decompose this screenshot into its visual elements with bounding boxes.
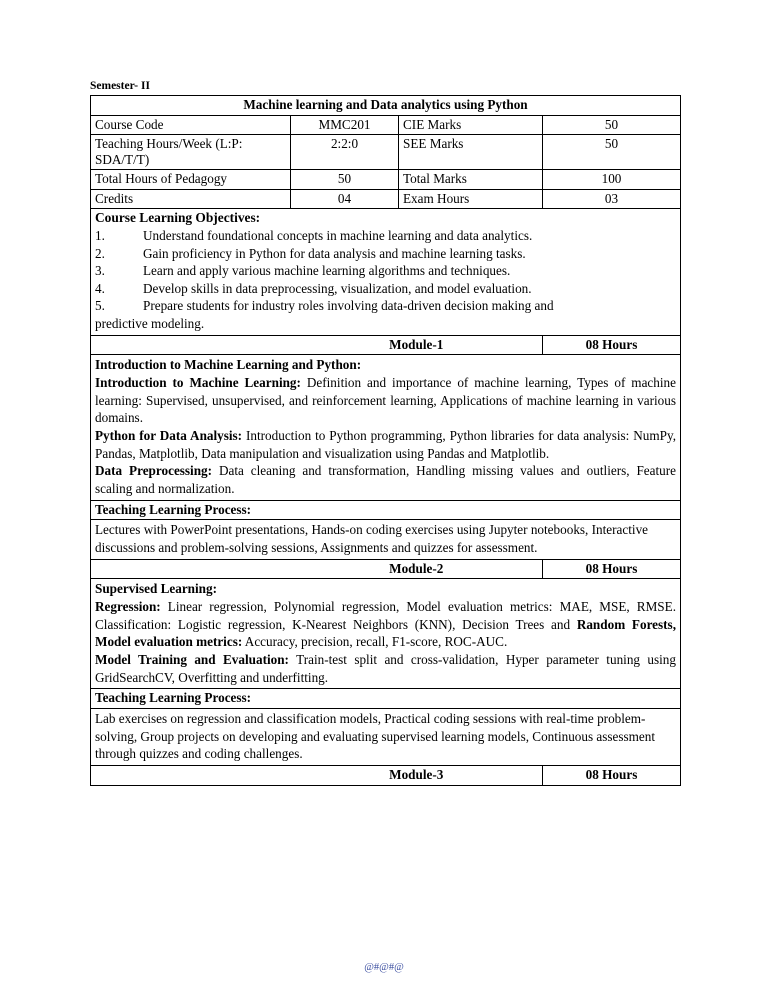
table-row: [91, 170, 681, 190]
exam-hours-label: Exam Hours: [399, 189, 543, 209]
module-2-name: Module-2: [291, 559, 543, 579]
module-header-row: [91, 335, 681, 355]
module-spacer: [91, 765, 291, 785]
total-hours-label: Total Hours of Pedagogy: [91, 170, 291, 190]
course-code-value: MMC201: [291, 115, 399, 135]
teaching-hours-label: Teaching Hours/Week (L:P: SDA/T/T): [91, 135, 291, 170]
module-1-tlp-text: [91, 520, 681, 559]
see-marks-label: SEE Marks: [399, 135, 543, 170]
module-1-content: [91, 355, 681, 501]
list-item: [95, 245, 676, 263]
module-spacer: [91, 559, 291, 579]
tlp-header-row: [91, 689, 681, 709]
objective-text: Gain proficiency in Python for data analysis and machine learning tasks.: [143, 245, 526, 261]
page-footer: @#@#@: [364, 962, 404, 973]
module-content-row: [91, 579, 681, 689]
cie-marks-label: CIE Marks: [399, 115, 543, 135]
table-row: [91, 135, 681, 170]
module-1-hours: 08 Hours: [543, 335, 681, 355]
credits-label: Credits: [91, 189, 291, 209]
course-code-label: Course Code: [91, 115, 291, 135]
credits-value: 04: [291, 189, 399, 209]
objective-number: 2.: [95, 245, 105, 261]
paragraph: [95, 427, 676, 462]
total-hours-value: 50: [291, 170, 399, 190]
module-header-row: [91, 765, 681, 785]
semester-label: Semester- II: [90, 80, 150, 92]
module-1-name: Module-1: [291, 335, 543, 355]
objective-text: Learn and apply various machine learning algorithms and techniques.: [143, 263, 511, 279]
paragraph: [95, 374, 676, 427]
paragraph-lead: Introduction to Machine Learning:: [95, 374, 301, 390]
tlp-header-row: [91, 500, 681, 520]
paragraph-lead-2: Random Forests, Model evaluation metrics:: [95, 616, 676, 650]
module-spacer: [91, 335, 291, 355]
module-2-content: [91, 579, 681, 689]
paragraph: [95, 651, 676, 686]
cie-marks-value: 50: [543, 115, 681, 135]
module-2-hours: 08 Hours: [543, 559, 681, 579]
objective-text: Develop skills in data preprocessing, visualization, and model evaluation.: [143, 280, 532, 296]
tlp-content-row: [91, 520, 681, 559]
syllabus-table: [90, 95, 681, 786]
exam-hours-value: 03: [543, 189, 681, 209]
paragraph: [95, 598, 676, 651]
objective-continuation: predictive modeling.: [95, 316, 205, 332]
paragraph-text: Train-test split and cross-validation, Hyper parameter tuning using GridSearchCV, Overfitting and underfitting.: [95, 651, 676, 685]
module-1-title: Introduction to Machine Learning and Python:: [95, 357, 362, 373]
paragraph-text: Data cleaning and transformation, Handling missing values and outliers, Feature scaling and normalization.: [95, 463, 676, 496]
paragraph-text: Definition and importance of machine learning, Types of machine learning: Supervised, unsupervised, and reinforcement learning, Applications of machine learning in various domains.: [95, 374, 676, 426]
course-title-row: [91, 96, 681, 116]
syllabus-sheet: [90, 80, 680, 786]
tlp-content-row: [91, 708, 681, 765]
list-item: [95, 280, 676, 298]
module-2-title: Supervised Learning:: [95, 581, 217, 597]
module-3-name: Module-3: [291, 765, 543, 785]
paragraph-lead: Data Preprocessing:: [95, 463, 213, 479]
module-1-tlp-heading: Teaching Learning Process:: [91, 500, 681, 520]
module-3-hours: 08 Hours: [543, 765, 681, 785]
list-item: [95, 227, 676, 245]
module-header-row: [91, 559, 681, 579]
paragraph-text: Lectures with PowerPoint presentations, Hands-on coding exercises using Jupyter notebooks, Interactive discussions and problem-solving sessions, Assignments and quizzes for assessment.: [95, 522, 649, 555]
paragraph-text: Introduction to Python programming, Python libraries for data analysis: NumPy, Pandas, Matplotlib, Data manipulation and visualization using Pandas and Matplotlib.: [95, 427, 677, 461]
paragraph-text: Lab exercises on regression and classification models, Practical coding sessions with real-time problem-solving, Group projects on developing and evaluating supervised learning models, Continuous assessment through quizzes and coding challenges.: [95, 710, 656, 762]
total-marks-value: 100: [543, 170, 681, 190]
total-marks-label: Total Marks: [399, 170, 543, 190]
objectives-row: [91, 209, 681, 335]
module-content-row: [91, 355, 681, 501]
module-2-tlp-heading: Teaching Learning Process:: [91, 689, 681, 709]
objective-number: 5.: [95, 298, 105, 314]
module-2-tlp-text: [91, 708, 681, 765]
paragraph: [95, 462, 676, 497]
objectives-heading: Course Learning Objectives:: [95, 210, 261, 226]
course-objectives: [91, 209, 681, 335]
paragraph-text-2: Accuracy, precision, recall, F1-score, ROC-AUC.: [242, 634, 508, 650]
see-marks-value: 50: [543, 135, 681, 170]
table-row: [91, 189, 681, 209]
paragraph-text: Linear regression, Polynomial regression, Model evaluation metrics: MAE, MSE, RMSE. Classification: Logistic regression, K-Nearest Neighbors (KNN), Decision Trees and: [95, 598, 676, 632]
list-item: [95, 262, 676, 280]
objective-number: 3.: [95, 263, 105, 279]
paragraph-lead: Regression:: [95, 598, 161, 614]
table-row: [91, 115, 681, 135]
objective-text: Understand foundational concepts in machine learning and data analytics.: [143, 228, 533, 244]
objective-text: Prepare students for industry roles involving data-driven decision making and: [143, 298, 554, 314]
paragraph-lead: Python for Data Analysis:: [95, 427, 243, 443]
list-item: [95, 297, 676, 315]
paragraph-lead: Model Training and Evaluation:: [95, 651, 289, 667]
course-title: Machine learning and Data analytics using Python: [91, 96, 681, 116]
teaching-hours-value: 2:2:0: [291, 135, 399, 170]
objective-number: 4.: [95, 280, 105, 296]
objective-number: 1.: [95, 228, 105, 244]
